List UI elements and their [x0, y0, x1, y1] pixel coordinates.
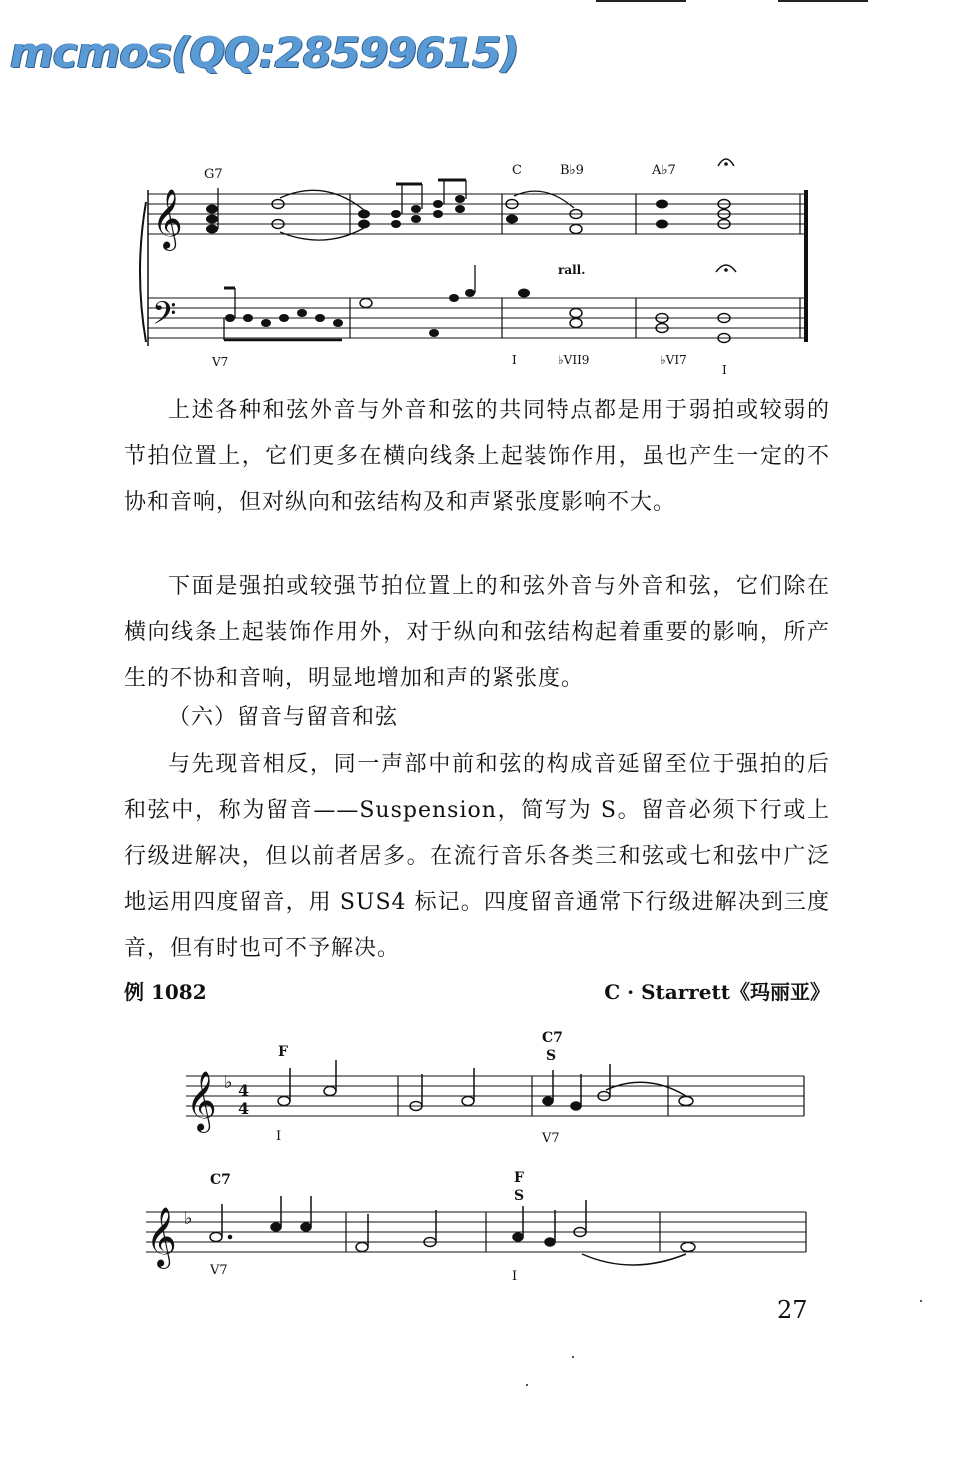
- roman-numeral-v7: V7: [542, 1131, 560, 1146]
- melody-notes: [278, 1060, 693, 1111]
- roman-numeral-v7: V7: [212, 355, 229, 369]
- roman-numeral-i: I: [512, 353, 517, 367]
- roman-numeral-i: I: [512, 1269, 518, 1284]
- chord-symbol-c7: C7: [210, 1172, 231, 1188]
- fermata-bottom-dot: [724, 268, 728, 272]
- suspension-mark: S: [514, 1188, 525, 1204]
- staff-lines: [146, 1212, 806, 1252]
- watermark: mcmos(QQ:28599615): [10, 28, 519, 77]
- bass-notes: [225, 289, 730, 343]
- treble-clef-icon: 𝄞: [152, 189, 183, 249]
- paragraph-2: 下面是强拍或较强节拍位置上的和弦外音与外音和弦，它们除在横向线条上起装饰作用外，对于纵向和弦结构起着重要的影响，所产生的不协和音响，明显地增加和声的紧张度。: [124, 574, 830, 691]
- melody-staff-line-2: [140, 1164, 820, 1284]
- top-rule-left: [596, 0, 686, 2]
- bass-clef-icon: 𝄢: [152, 295, 177, 339]
- grand-staff-example: [120, 140, 820, 380]
- example-label: 例 1082: [124, 980, 207, 1004]
- roman-numeral-i-final: I: [722, 363, 727, 377]
- chord-symbol-c7: C7: [542, 1030, 563, 1046]
- flat-key-signature-icon: ♭: [184, 1208, 193, 1229]
- treble-staff: [148, 194, 806, 234]
- top-rule-right: [778, 0, 868, 2]
- paragraph-3: 与先现音相反，同一声部中前和弦的构成音延留至位于强拍的后和弦中，称为留音——Suspension，简写为 S。留音必须下行或上行级进解决，但以前者居多。在流行音乐各类三和弦或七和弦中广泛地运用四度留音，用 SUS4 标记。四度留音通常下行级进解决到三度音，但有时也可不予解决。: [124, 752, 830, 961]
- section-heading: （六）留音与留音和弦: [168, 705, 399, 730]
- time-signature-bottom: 4: [238, 1099, 250, 1118]
- chord-symbol-f: F: [278, 1044, 288, 1060]
- scan-speck: [572, 1356, 574, 1358]
- tempo-marking: rall.: [558, 263, 586, 277]
- scan-speck: [526, 1384, 528, 1386]
- chord-symbol-f: F: [514, 1170, 524, 1186]
- scan-speck: [920, 1300, 922, 1302]
- treble-clef-icon: 𝄞: [146, 1207, 177, 1267]
- chord-symbol-c: C: [512, 163, 522, 178]
- time-signature-top: 4: [238, 1081, 250, 1100]
- roman-numeral-bvi7: ♭VI7: [660, 353, 687, 367]
- suspension-mark: S: [546, 1048, 557, 1064]
- paragraph-1: 上述各种和弦外音与外音和弦的共同特点都是用于弱拍或较弱的节拍位置上，它们更多在横向线条上起装饰作用，虽也产生一定的不协和音响，但对纵向和弦结构及和声紧张度影响不大。: [124, 398, 830, 515]
- chord-symbol-ab7: A♭7: [652, 163, 676, 178]
- roman-numeral-bvii9: ♭VII9: [558, 353, 590, 367]
- melody-staff-line-1: [180, 1024, 820, 1154]
- page-number: 27: [777, 1296, 808, 1324]
- fermata-top-dot: [724, 162, 728, 166]
- composer-credit: C · Starrett《玛丽亚》: [604, 980, 830, 1004]
- roman-numeral-i: I: [276, 1129, 282, 1144]
- chord-symbol-bb9: B♭9: [560, 163, 584, 178]
- brace: [140, 202, 146, 342]
- treble-clef-icon: 𝄞: [186, 1071, 217, 1131]
- chord-symbol-g7: G7: [204, 167, 223, 182]
- flat-key-signature-icon: ♭: [224, 1072, 233, 1093]
- roman-numeral-v7: V7: [210, 1263, 228, 1278]
- staff-lines: [186, 1076, 804, 1116]
- melody-notes: [210, 1196, 695, 1265]
